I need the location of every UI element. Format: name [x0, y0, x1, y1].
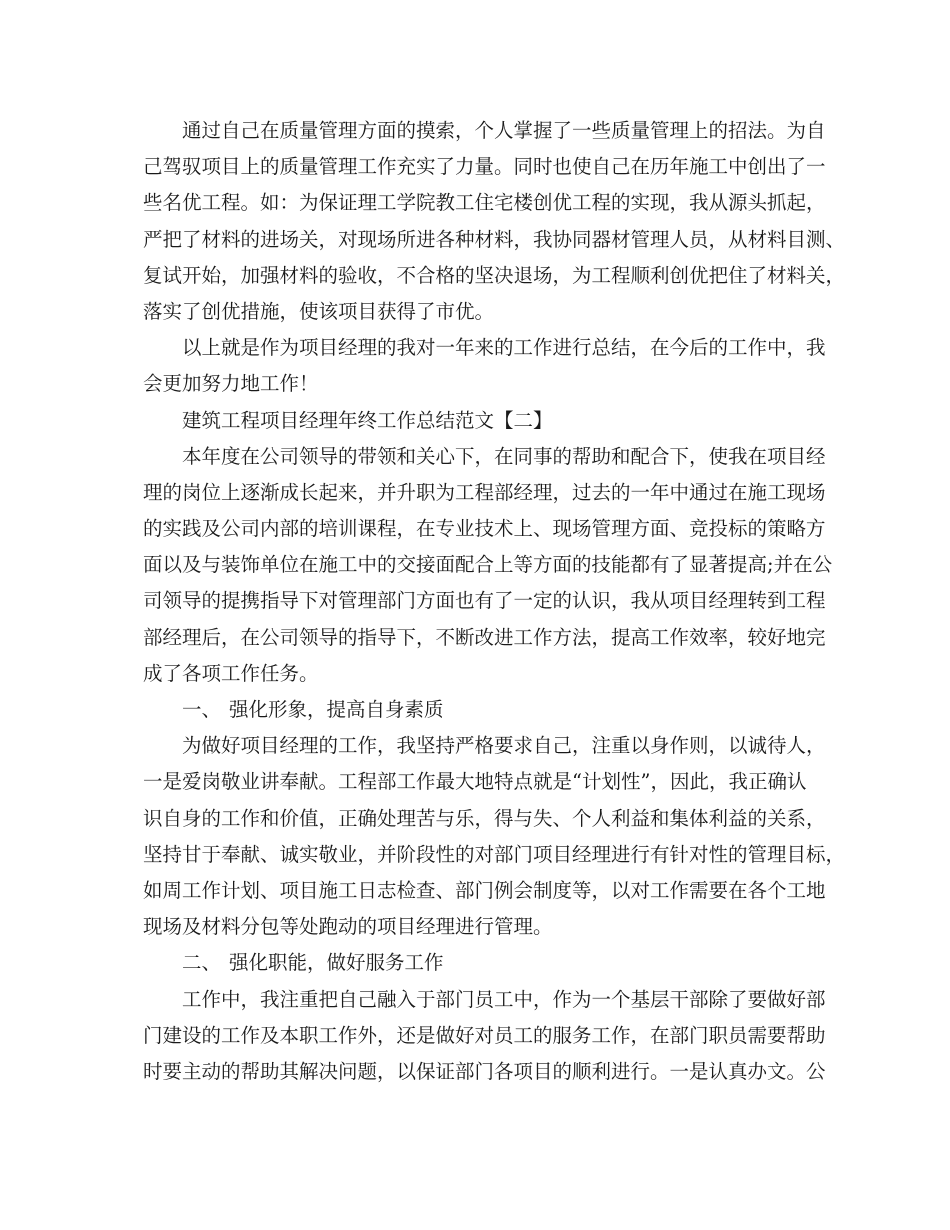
paragraph-line: 落实了创优措施，使该项目获得了市优。 [143, 299, 495, 323]
paragraph-line: 会更加努力地工作！ [143, 372, 319, 396]
section-title: 建筑工程项目经理年终工作总结范文【二】 [182, 408, 553, 432]
paragraph-line: 部经理后，在公司领导的指导下，不断改进工作方法，提高工作效率，较好地完 [143, 625, 826, 649]
subheading-1 [143, 692, 813, 728]
paragraph-line: 如周工作计划、项目施工日志检查、部门例会制度等，以对工作需要在各个工地 [143, 878, 826, 902]
paragraph-line: 识自身的工作和价值，正确处理苦与乐，得与失、个人利益和集体利益的关系， [143, 806, 826, 830]
subheading-text: 强化职能，做好服务工作 [229, 951, 444, 975]
paragraph-line: 门建设的工作及本职工作外，还是做好对员工的服务工作，在部门职员需要帮助 [143, 1023, 826, 1047]
subheading-number: 二、 [182, 951, 222, 975]
paragraph-line: 通过自己在质量管理方面的摸索，个人掌握了一些质量管理上的招法。为自 [182, 119, 826, 142]
paragraph-line: 工作中，我注重把自己融入于部门员工中，作为一个基层干部除了要做好部 [182, 987, 826, 1011]
paragraph-line: 些名优工程。如：为保证理工学院教工住宅楼创优工程的实现，我从源头抓起， [143, 191, 826, 215]
paragraph-line: 面以及与装饰单位在施工中的交接面配合上等方面的技能都有了显著提高;并在公 [143, 553, 833, 577]
paragraph-line: 的实践及公司内部的培训课程，在专业技术上、现场管理方面、竞投标的策略方 [143, 517, 826, 541]
paragraph-line: 复试开始，加强材料的验收，不合格的坚决退场，为工程顺利创优把住了材料关， [143, 263, 846, 287]
paragraph-line: 司领导的提携指导下对管理部门方面也有了一定的认识，我从项目经理转到工程 [143, 589, 826, 613]
paragraph-line: 一是爱岗敬业讲奉献。工程部工作最大地特点就是“计划性”，因此，我正确认 [143, 770, 807, 794]
paragraph-line: 以上就是作为项目经理的我对一年来的工作进行总结，在今后的工作中，我 [182, 336, 826, 360]
subheading-number: 一、 [182, 698, 222, 721]
paragraph-line: 成了各项工作任务。 [143, 661, 319, 685]
subheading-text: 强化形象，提高自身素质 [229, 698, 444, 721]
subheading-2 [143, 945, 813, 981]
paragraph-line: 严把了材料的进场关，对现场所进各种材料，我协同器材管理人员，从材料目测、 [143, 227, 846, 251]
paragraph-line: 己驾驭项目上的质量管理工作充实了力量。同时也使自己在历年施工中创出了一 [143, 155, 826, 179]
document-body [143, 113, 846, 1090]
paragraph-line: 理的岗位上逐渐成长起来，并升职为工程部经理，过去的一年中通过在施工现场 [143, 480, 826, 504]
paragraph-line: 现场及材料分包等处跑动的项目经理进行管理。 [143, 915, 553, 939]
paragraph-line: 时要主动的帮助其解决问题，以保证部门各项目的顺利进行。一是认真办文。公 [143, 1059, 826, 1083]
paragraph-line: 为做好项目经理的工作，我坚持严格要求自己，注重以身作则，以诚待人， [182, 734, 826, 758]
paragraph-line: 本年度在公司领导的带领和关心下，在同事的帮助和配合下，使我在项目经 [182, 444, 826, 468]
paragraph-line: 坚持甘于奉献、诚实敬业，并阶段性的对部门项目经理进行有针对性的管理目标， [143, 842, 846, 866]
